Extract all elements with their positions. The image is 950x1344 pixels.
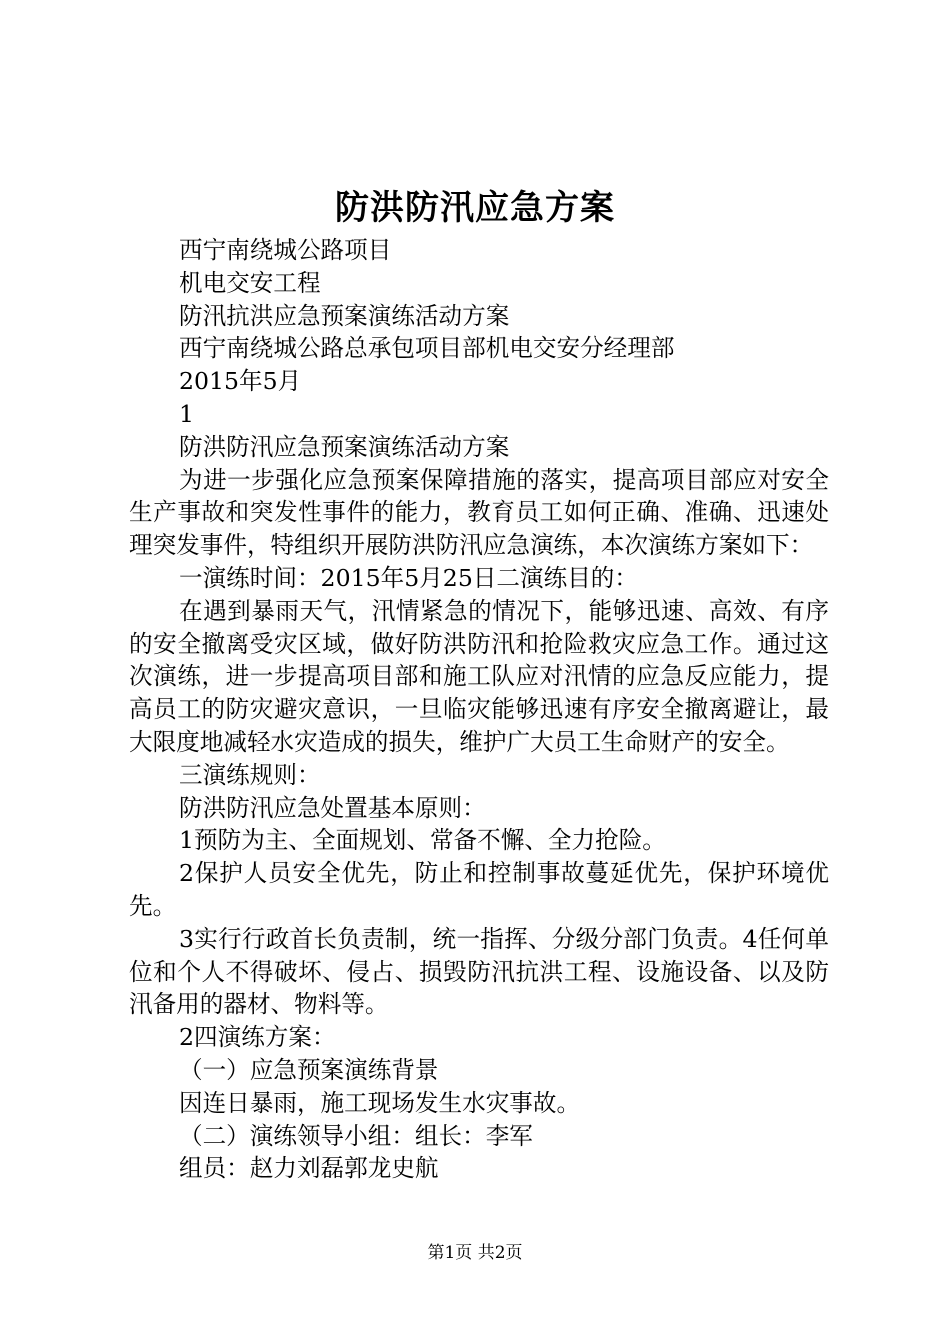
paragraph-principle-2: 2保护人员安全优先，防止和控制事故蔓延优先，保护环境优先。 [129,859,829,920]
paragraph-principle-1: 1预防为主、全面规划、常备不懈、全力抢险。 [179,826,666,855]
paragraph-section-3: 三演练规则： [179,760,321,789]
paragraph-intro: 为进一步强化应急预案保障措施的落实，提高项目部应对安全生产事故和突发性事件的能力，教育员工如何正确、准确、迅速处理突发事件，特组织开展防洪防汛应急演练，本次演练方案如下： [129,465,829,560]
paragraph-principle-3-4: 3实行行政首长负责制，统一指挥、分级分部门负责。4任何单位和个人不得破坏、侵占、损毁防汛抗洪工程、设施设备、以及防汛备用的器材、物料等。 [129,924,829,1019]
paragraph-principles-heading: 防洪防汛应急处置基本原则： [179,793,486,822]
page-footer: 第1页 共2页 [427,1243,523,1263]
paragraph-department: 西宁南绕城公路总承包项目部机电交安分经理部 [179,334,675,363]
paragraph-background-heading: （一）应急预案演练背景 [179,1055,439,1084]
paragraph-leadership: （二）演练领导小组：组长：李军 [179,1121,533,1150]
document-title: 防洪防汛应急方案 [335,188,615,228]
paragraph-purpose: 在遇到暴雨天气，汛情紧急的情况下，能够迅速、高效、有序的安全撤离受灾区域，做好防洪防汛和抢险救灾应急工作。通过这次演练，进一步提高项目部和施工队应对汛情的应急反应能力，提高员工的防灾避灾意识，一旦临灾能够迅速有序安全撤离避让，最大限度地减轻水灾造成的损失，维护广大员工生命财产的安全。 [129,596,829,756]
paragraph-heading: 防洪防汛应急预案演练活动方案 [179,432,510,461]
paragraph-members: 组员：赵力刘磊郭龙史航 [179,1154,439,1183]
paragraph-date: 2015年5月 [179,367,302,396]
paragraph-section-1-2: 一演练时间：2015年5月25日二演练目的： [179,563,638,592]
paragraph-plan-title: 防汛抗洪应急预案演练活动方案 [179,301,510,330]
document-body [129,234,829,1185]
paragraph-project-name: 西宁南绕城公路项目 [179,236,392,264]
paragraph-page-number: 1 [179,399,195,428]
paragraph-project-subtitle: 机电交安工程 [179,268,321,297]
paragraph-section-4: 2四演练方案： [179,1023,336,1052]
paragraph-background: 因连日暴雨，施工现场发生水灾事故。 [179,1088,581,1117]
